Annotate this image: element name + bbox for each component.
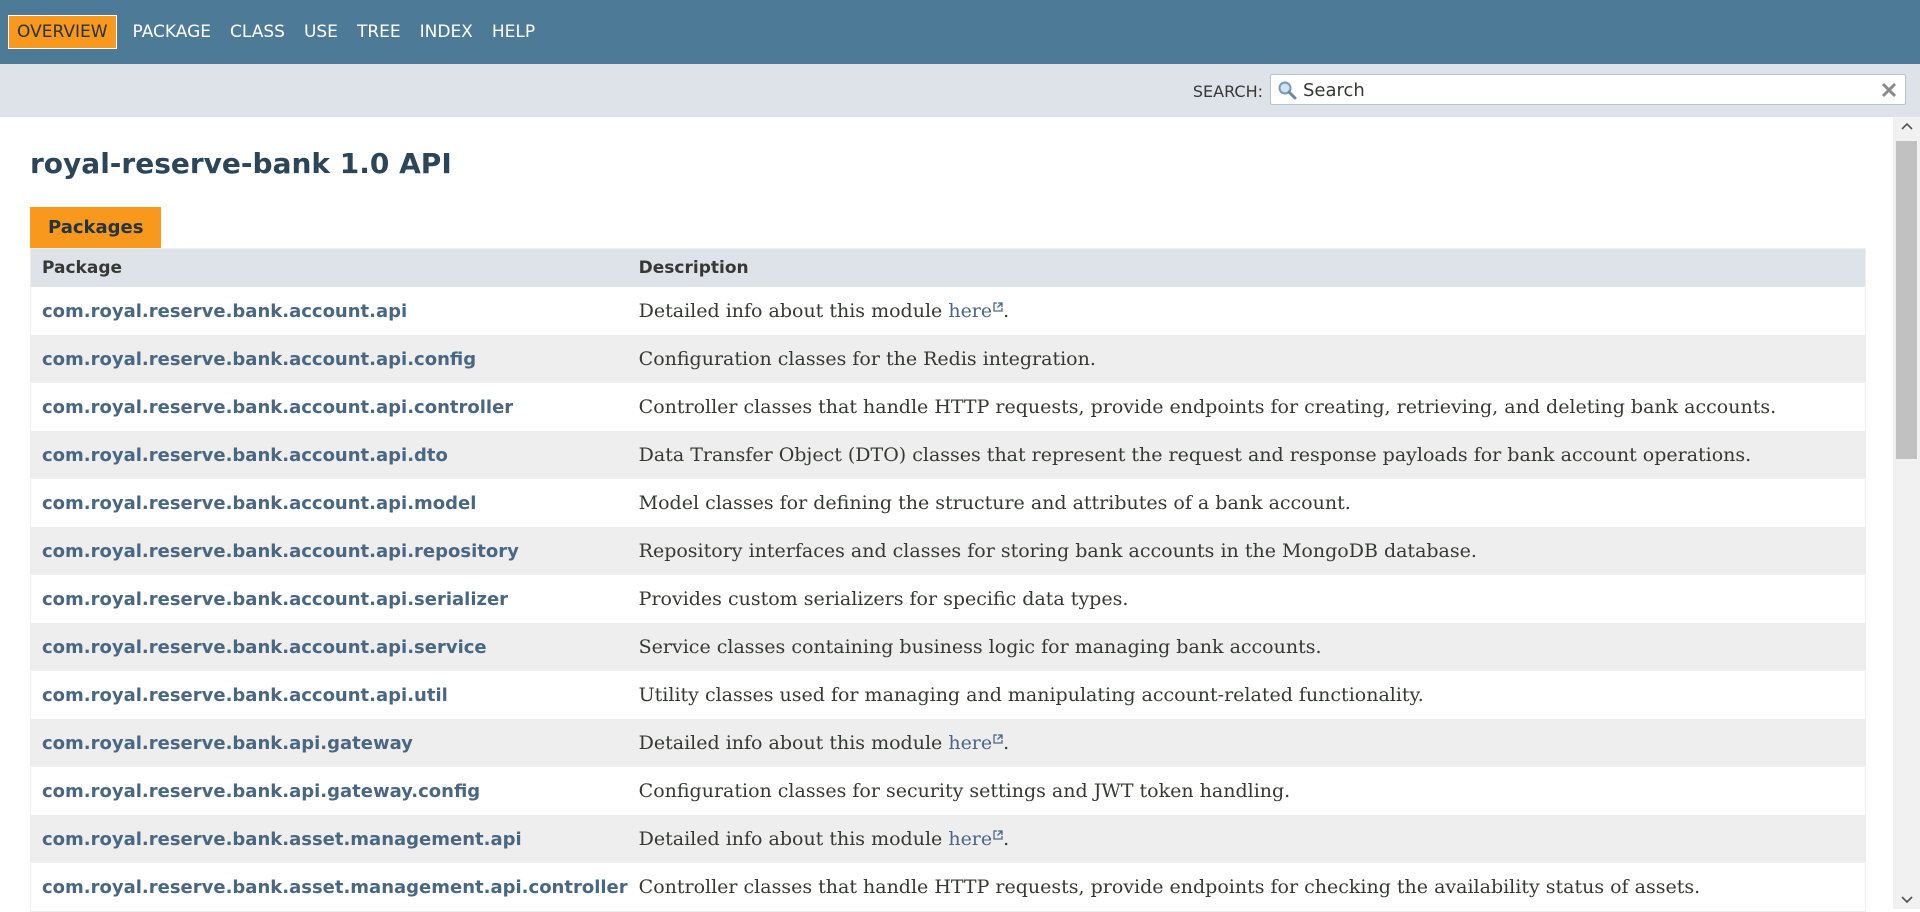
- nav-index[interactable]: INDEX: [419, 22, 473, 42]
- package-link[interactable]: com.royal.reserve.bank.asset.management.api: [42, 828, 522, 850]
- description-text: Controller classes that handle HTTP requests, provide endpoints for creating, retrieving, and deleting bank accounts.: [638, 396, 1777, 418]
- package-cell: [31, 719, 628, 767]
- package-cell: [31, 863, 628, 912]
- packages-table: [30, 248, 1866, 912]
- table-row: [31, 671, 1866, 719]
- package-link[interactable]: com.royal.reserve.bank.account.api.repository: [42, 540, 519, 562]
- package-link[interactable]: com.royal.reserve.bank.account.api.serializer: [42, 588, 509, 610]
- description-suffix: .: [1003, 828, 1010, 850]
- package-link[interactable]: com.royal.reserve.bank.account.api.model: [42, 492, 477, 514]
- package-link[interactable]: com.royal.reserve.bank.account.api.dto: [42, 444, 448, 466]
- nav-class[interactable]: CLASS: [230, 22, 285, 42]
- package-cell: [31, 767, 628, 815]
- description-cell: [628, 767, 1866, 815]
- description-cell: [628, 671, 1866, 719]
- here-link-text: here: [948, 828, 993, 850]
- search-input[interactable]: [1301, 77, 1865, 104]
- scrollbar-thumb[interactable]: [1896, 141, 1917, 459]
- package-cell: [31, 335, 628, 383]
- description-text: Detailed info about this module: [638, 732, 949, 754]
- table-row: [31, 767, 1866, 815]
- nav-use[interactable]: USE: [303, 22, 338, 42]
- description-cell: [628, 815, 1866, 863]
- description-text: Data Transfer Object (DTO) classes that represent the request and response payloads for bank account operations.: [638, 444, 1752, 466]
- external-here-link[interactable]: [948, 732, 1003, 754]
- package-cell: [31, 479, 628, 527]
- nav-package[interactable]: PACKAGE: [132, 22, 211, 42]
- close-icon[interactable]: [1879, 80, 1899, 100]
- page-title: royal-reserve-bank 1.0 API: [30, 147, 452, 180]
- package-cell: [31, 527, 628, 575]
- description-text: Provides custom serializers for specific data types.: [638, 588, 1129, 610]
- package-link[interactable]: com.royal.reserve.bank.account.api.config: [42, 348, 477, 370]
- description-cell: [628, 527, 1866, 575]
- description-text: Service classes containing business logic for managing bank accounts.: [638, 636, 1322, 658]
- sub-navigation-bar: [0, 64, 1920, 117]
- table-row: [31, 527, 1866, 575]
- external-link-icon: [993, 302, 1003, 312]
- nav-overview[interactable]: OVERVIEW: [8, 15, 117, 49]
- description-text: Controller classes that handle HTTP requests, provide endpoints for checking the availability status of assets.: [638, 876, 1701, 898]
- nav-help[interactable]: HELP: [491, 22, 536, 42]
- search-box[interactable]: [1270, 74, 1906, 105]
- package-cell: [31, 431, 628, 479]
- description-text: Repository interfaces and classes for storing bank accounts in the MongoDB database.: [638, 540, 1477, 562]
- package-link[interactable]: com.royal.reserve.bank.account.api.util: [42, 684, 448, 706]
- description-text: Detailed info about this module: [638, 828, 949, 850]
- package-cell: [31, 671, 628, 719]
- description-cell: [628, 431, 1866, 479]
- main-content: [30, 117, 1866, 912]
- table-row: [31, 287, 1866, 335]
- description-cell: [628, 623, 1866, 671]
- description-cell: [628, 383, 1866, 431]
- external-link-icon: [993, 734, 1003, 744]
- vertical-scrollbar[interactable]: [1893, 117, 1920, 909]
- external-link-icon: [993, 830, 1003, 840]
- package-cell: [31, 575, 628, 623]
- here-link-text: here: [948, 300, 993, 322]
- scroll-up-arrow-icon[interactable]: [1901, 121, 1913, 131]
- package-link[interactable]: com.royal.reserve.bank.account.api: [42, 300, 408, 322]
- description-cell: [628, 719, 1866, 767]
- description-suffix: .: [1003, 732, 1010, 754]
- table-row: [31, 431, 1866, 479]
- package-cell: [31, 383, 628, 431]
- here-link-text: here: [948, 732, 993, 754]
- table-row: [31, 815, 1866, 863]
- scroll-down-arrow-icon[interactable]: [1901, 895, 1913, 905]
- package-link[interactable]: com.royal.reserve.bank.asset.management.api.controller: [42, 876, 628, 898]
- table-header-row: [31, 249, 1866, 288]
- description-text: Utility classes used for managing and manipulating account-related functionality.: [638, 684, 1424, 706]
- table-row: [31, 863, 1866, 912]
- description-text: Configuration classes for security settings and JWT token handling.: [638, 780, 1291, 802]
- description-column-header: Description: [628, 249, 1866, 288]
- package-column-header: Package: [31, 249, 628, 288]
- description-text: Detailed info about this module: [638, 300, 949, 322]
- table-row: [31, 623, 1866, 671]
- description-suffix: .: [1003, 300, 1010, 322]
- packages-caption: Packages: [30, 207, 161, 248]
- nav-tree[interactable]: TREE: [356, 22, 401, 42]
- description-cell: [628, 575, 1866, 623]
- package-link[interactable]: com.royal.reserve.bank.account.api.service: [42, 636, 487, 658]
- external-here-link[interactable]: [948, 300, 1003, 322]
- description-text: Configuration classes for the Redis integration.: [638, 348, 1096, 370]
- nav-items: [0, 15, 554, 49]
- table-row: [31, 383, 1866, 431]
- table-row: [31, 335, 1866, 383]
- description-cell: [628, 863, 1866, 912]
- table-row: [31, 575, 1866, 623]
- description-cell: [628, 479, 1866, 527]
- package-link[interactable]: com.royal.reserve.bank.api.gateway: [42, 732, 413, 754]
- table-row: [31, 719, 1866, 767]
- magnifier-icon: [1277, 80, 1297, 100]
- table-row: [31, 479, 1866, 527]
- description-cell: [628, 287, 1866, 335]
- external-here-link[interactable]: [948, 828, 1003, 850]
- description-text: Model classes for defining the structure and attributes of a bank account.: [638, 492, 1351, 514]
- package-link[interactable]: com.royal.reserve.bank.account.api.controller: [42, 396, 514, 418]
- package-link[interactable]: com.royal.reserve.bank.api.gateway.config: [42, 780, 481, 802]
- search-label: SEARCH:: [1192, 82, 1263, 101]
- top-navigation-bar: [0, 0, 1920, 64]
- package-cell: [31, 815, 628, 863]
- description-cell: [628, 335, 1866, 383]
- package-cell: [31, 623, 628, 671]
- packages-table-body: [31, 287, 1866, 912]
- package-cell: [31, 287, 628, 335]
